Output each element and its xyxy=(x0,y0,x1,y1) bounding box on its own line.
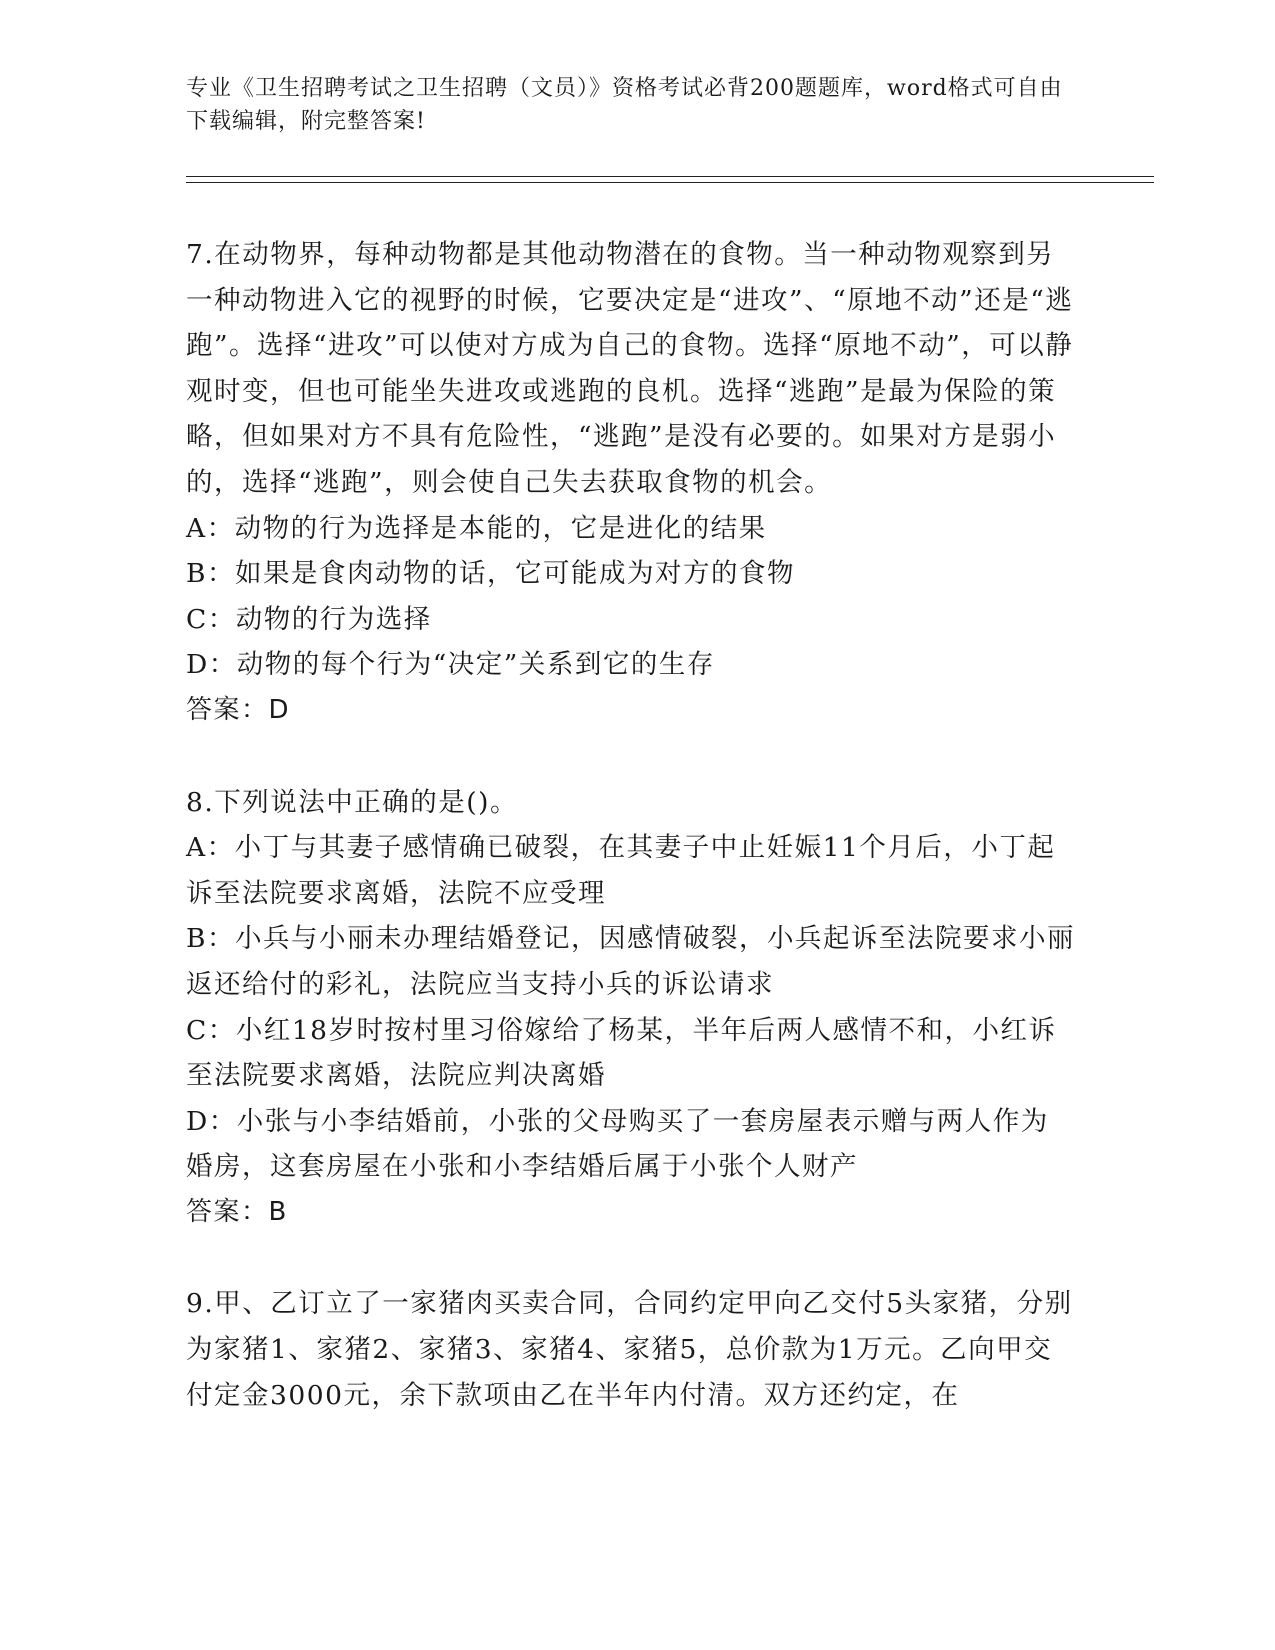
header-double-rule xyxy=(186,176,1154,183)
question-number: 7. xyxy=(186,239,215,270)
option-d: D：动物的每个行为“决定”关系到它的生存 xyxy=(186,649,715,681)
option-b: B：如果是食肉动物的话，它可能成为对方的食物 xyxy=(186,558,795,590)
option-a: A：小丁与其妻子感情确已破裂，在其妻子中止妊娠11个月后，小丁起诉至法院要求离婚，法院不应受理 xyxy=(186,832,1056,909)
header-title: 专业《卫生招聘考试之卫生招聘（文员）》资格考试必背200题题库，word格式可自由下载编辑，附完整答案! xyxy=(186,76,1063,134)
question-9 xyxy=(186,1281,1076,1418)
question-stem xyxy=(186,1281,1076,1418)
answer-line: 答案：D xyxy=(186,694,291,725)
question-text: 甲、乙订立了一家猪肉买卖合同，合同约定甲向乙交付5头家猪，分别为家猪1、家猪2、家猪3、家猪4、家猪5，总价款为1万元。乙向甲交付定金3000元，余下款项由乙在半年内付清。双方还约定，在 xyxy=(186,1288,1073,1411)
question-text: 在动物界，每种动物都是其他动物潜在的食物。当一种动物观察到另一种动物进入它的视野的时候，它要决定是“进攻”、“原地不动”还是“逃跑”。选择“进攻”可以使对方成为自己的食物。选择“原地不动”，可以静观时变，但也可能坐失进攻或逃跑的良机。选择“逃跑”是最为保险的策略，但如果对方不具有危险性，“逃跑”是没有必要的。如果对方是弱小的，选择“逃跑”，则会使自己失去获取食物的机会。 xyxy=(186,239,1074,498)
question-number: 9. xyxy=(186,1288,215,1320)
option-a: A：动物的行为选择是本能的，它是进化的结果 xyxy=(186,512,767,544)
question-list xyxy=(186,232,1076,1464)
option-d: D：小张与小李结婚前，小张的父母购买了一套房屋表示赠与两人作为婚房，这套房屋在小张和小李结婚后属于小张个人财产 xyxy=(186,1105,1049,1183)
question-stem xyxy=(186,232,1076,506)
question-number: 8. xyxy=(186,786,215,818)
question-8 xyxy=(186,780,1076,1236)
option-c: C：小红18岁时按村里习俗嫁给了杨某，半年后两人感情不和，小红诉至法院要求离婚，法院应判决离婚 xyxy=(186,1014,1057,1092)
question-stem xyxy=(186,780,1076,826)
answer-line: 答案：B xyxy=(186,1196,288,1227)
question-text: 下列说法中正确的是()。 xyxy=(214,786,518,818)
option-b: B：小兵与小丽未办理结婚登记，因感情破裂，小兵起诉至法院要求小丽返还给付的彩礼，法院应当支持小兵的诉讼请求 xyxy=(186,923,1075,1000)
document-header xyxy=(186,72,1066,138)
question-7 xyxy=(186,232,1076,734)
option-c: C：动物的行为选择 xyxy=(186,603,432,635)
